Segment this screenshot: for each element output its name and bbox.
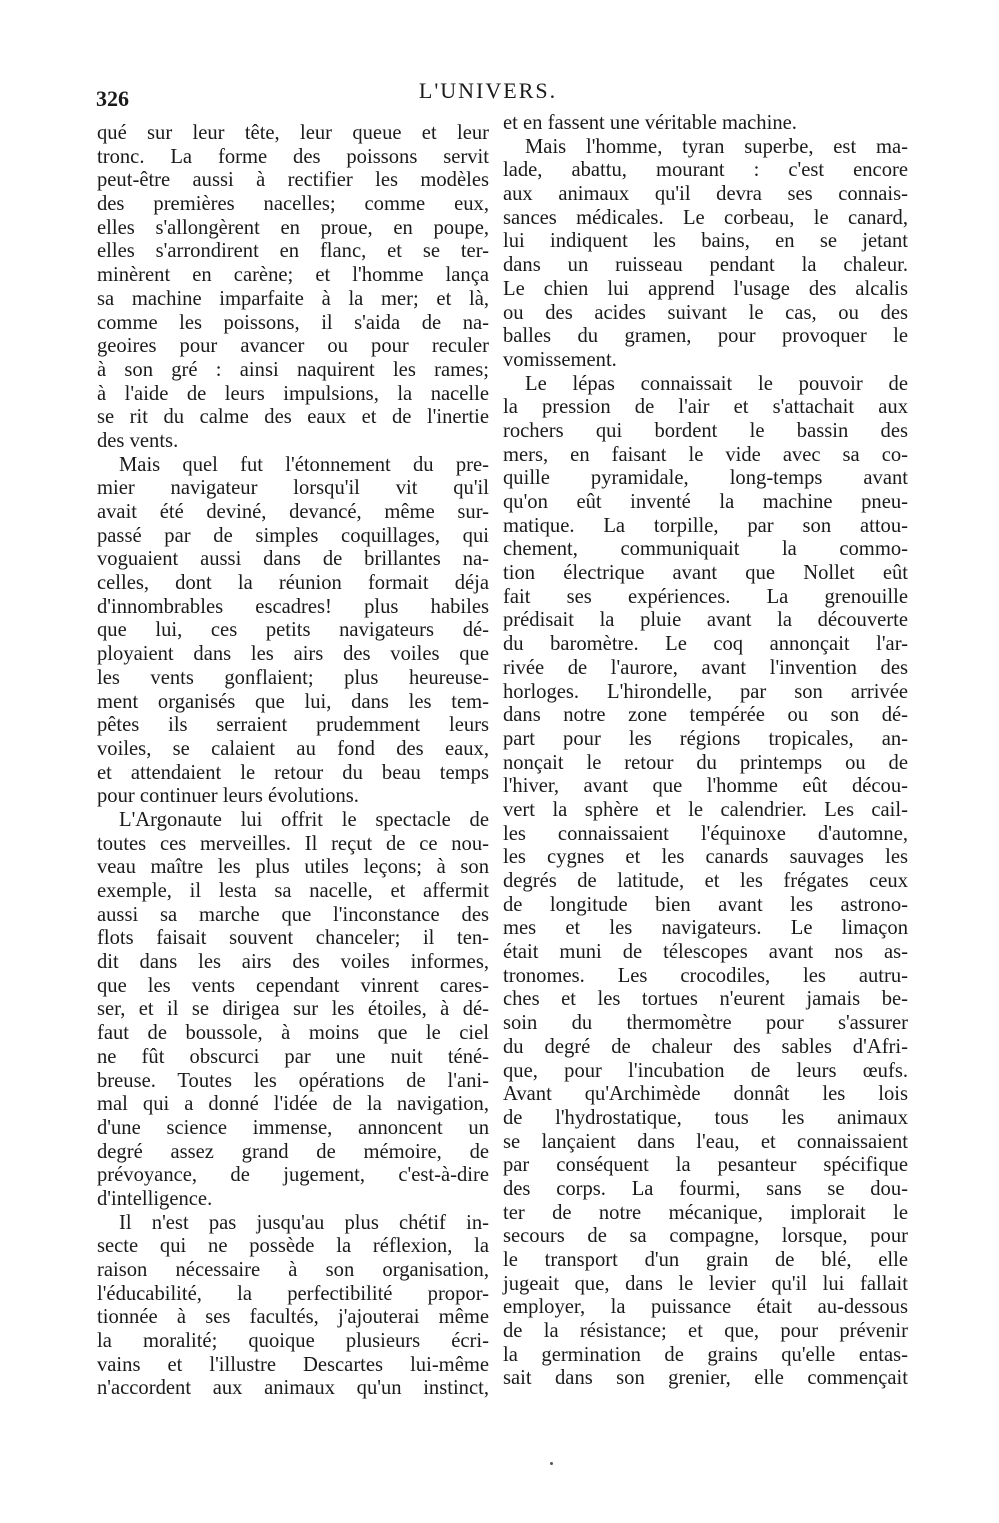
text-line: n'accordent aux animaux qu'un instinct, — [97, 1377, 489, 1400]
text-line: geoires pour avancer ou pour reculer — [97, 335, 489, 358]
text-line: flots faisait souvent chanceler; il ten- — [97, 927, 489, 950]
text-line: pour continuer leurs évolutions. — [97, 785, 359, 808]
text-line: d'intelligence. — [97, 1187, 213, 1210]
running-title: L'UNIVERS. — [418, 78, 558, 103]
text-line: employer, la puissance était au-dessous — [503, 1296, 908, 1319]
text-line: secours de sa compagne, lorsque, pour — [503, 1225, 908, 1248]
text-line: tronomes. Les crocodiles, les autru- — [503, 964, 908, 987]
paragraph — [503, 373, 908, 1392]
text-line: la moralité; quoique plusieurs écri- — [97, 1330, 489, 1353]
text-line: Mais l'homme, tyran superbe, est ma- — [525, 135, 908, 158]
page-number: 326 — [96, 86, 129, 111]
text-line: se rit du calme des eaux et de l'inertie — [97, 406, 489, 429]
text-line: comme les poissons, il s'aida de na- — [97, 311, 489, 334]
text-line: celles, dont la réunion formait déja — [97, 572, 489, 595]
text-line: peut-être aussi à rectifier les modèles — [97, 169, 489, 192]
text-line: veau maître les plus utiles leçons; à son — [97, 856, 489, 879]
text-line: elles s'arrondirent en flanc, et se ter- — [97, 240, 489, 263]
text-line: des premières nacelles; comme eux, — [97, 193, 489, 216]
text-line: que, pour l'incubation de leurs œufs. — [503, 1059, 908, 1082]
text-line: degré assez grand de mémoire, de — [97, 1140, 489, 1163]
text-line: prévoyance, de jugement, c'est-à-dire — [97, 1164, 489, 1187]
text-line: aussi sa marche que l'inconstance des — [97, 903, 489, 926]
text-line: voguaient aussi dans de brillantes na- — [97, 548, 489, 571]
text-line: à son gré : ainsi naquirent les rames; — [97, 358, 489, 381]
text-line: d'une science immense, annoncent un — [97, 1116, 489, 1139]
text-line: secte qui ne possède la réflexion, la — [97, 1235, 489, 1258]
text-line: ou des acides suivant le cas, ou des — [503, 301, 908, 324]
text-line: l'éducabilité, la perfectibilité propor- — [97, 1282, 489, 1305]
text-line: l'hiver, avant que l'homme eût décou- — [503, 775, 908, 798]
text-line: le transport d'un grain de blé, elle — [503, 1249, 908, 1271]
text-line: que les vents cependant vinrent cares- — [97, 974, 489, 997]
print-speck — [550, 1462, 553, 1465]
left-column — [97, 122, 489, 1401]
text-line: dans notre zone tempérée ou son dé- — [503, 704, 908, 727]
paragraph — [97, 454, 489, 809]
text-line: Avant qu'Archimède donnât les lois — [503, 1083, 908, 1106]
text-line: lui indiquent les bains, en se jetant — [503, 230, 908, 253]
text-line: mers, en faisant le vide avec sa co- — [503, 443, 908, 466]
text-line: à l'aide de leurs impulsions, la nacelle — [97, 382, 489, 405]
text-line: ches et les tortues n'eurent jamais be- — [503, 988, 908, 1011]
text-line: exemple, il lesta sa nacelle, et affermit — [97, 880, 489, 902]
text-line: Le chien lui apprend l'usage des alcalis — [503, 277, 908, 300]
text-line: soin du thermomètre pour s'assurer — [503, 1012, 908, 1035]
text-line: ter de notre mécanique, implorait le — [503, 1201, 908, 1224]
text-line: chement, communiquait la commo- — [503, 538, 908, 561]
text-line: de longitude bien avant les astrono- — [503, 893, 908, 916]
text-line: nonçait le retour du printemps ou de — [503, 751, 908, 774]
text-line: part pour les régions tropicales, an- — [503, 727, 908, 750]
text-line: sances médicales. Le corbeau, le canard, — [503, 206, 908, 229]
text-line: était muni de télescopes avant nos as- — [503, 941, 908, 964]
text-line: d'innombrables escadres! plus habiles — [97, 595, 489, 618]
text-line: que lui, ces petits navigateurs dé- — [97, 619, 489, 642]
text-line: par conséquent la pesanteur spécifique — [503, 1154, 908, 1177]
text-line: sait dans son grenier, elle commençait — [503, 1367, 908, 1390]
text-line: toutes ces merveilles. Il reçut de ce nou- — [97, 832, 489, 855]
text-line: se lançaient dans l'eau, et connaissaient — [503, 1130, 908, 1153]
text-line: tronc. La forme des poissons servit — [97, 145, 489, 168]
text-line: les connaissaient l'équinoxe d'automne, — [503, 822, 908, 845]
text-line: ser, et il se dirigea sur les étoiles, à dé- — [97, 998, 489, 1021]
text-line: balles du gramen, pour provoquer le — [503, 325, 908, 348]
text-line: lade, abattu, mourant : c'est encore — [503, 159, 908, 182]
text-line: passé par de simples coquillages, qui — [97, 524, 489, 547]
text-line: vomissement. — [503, 348, 617, 371]
text-line: de l'hydrostatique, tous les animaux — [503, 1106, 908, 1129]
text-line: ment organisés que lui, dans les tem- — [97, 690, 489, 713]
text-line: sa machine imparfaite à la mer; et là, — [97, 287, 489, 310]
text-line: du degré de chaleur des sables d'Afri- — [503, 1035, 908, 1058]
paragraph — [97, 122, 489, 454]
text-line: horloges. L'hirondelle, par son arrivée — [503, 680, 908, 703]
text-line: du baromètre. Le coq annonçait l'ar- — [503, 633, 908, 656]
text-line: fait ses expériences. La grenouille — [503, 585, 908, 608]
text-line: qu'on eût inventé la machine pneu- — [503, 491, 908, 513]
paragraph — [503, 112, 908, 136]
text-line: la germination de grains qu'elle entas- — [503, 1343, 908, 1366]
text-line: des vents. — [97, 429, 179, 452]
text-line: prédisait la pluie avant la découverte — [503, 609, 908, 632]
text-line: la pression de l'air et s'attachait aux — [503, 396, 908, 419]
text-line: breuse. Toutes les opérations de l'ani- — [97, 1069, 489, 1092]
text-line: quille pyramidale, long-temps avant — [503, 467, 908, 490]
text-line: rochers qui bordent le bassin des — [503, 419, 908, 442]
text-line: de la résistance; et que, pour prévenir — [503, 1320, 908, 1343]
text-line: dans un ruisseau pendant la chaleur. — [503, 254, 908, 277]
text-line: L'Argonaute lui offrit le spectacle de — [119, 808, 489, 831]
text-line: aux animaux qu'il devra ses connais- — [503, 183, 908, 206]
text-line: et attendaient le retour du beau temps — [97, 761, 489, 784]
text-line: tionnée à ses facultés, j'ajouterai même — [97, 1306, 489, 1329]
text-line: degrés de latitude, et les frégates ceux — [503, 870, 908, 892]
text-line: Mais quel fut l'étonnement du pre- — [119, 453, 489, 476]
text-line: dit dans les airs des voiles informes, — [97, 951, 489, 974]
text-line: matique. La torpille, par son attou- — [503, 514, 908, 537]
text-line: faut de boussole, à moins que le ciel — [97, 1022, 489, 1045]
text-line: des corps. La fourmi, sans se dou- — [503, 1177, 908, 1200]
text-line: les vents gonflaient; plus heureuse- — [97, 666, 489, 689]
text-line: Il n'est pas jusqu'au plus chétif in- — [119, 1211, 489, 1234]
text-line: avait été deviné, devancé, même sur- — [97, 501, 489, 523]
text-line: vert la sphère et le calendrier. Les cail- — [503, 798, 908, 821]
paragraph — [97, 809, 489, 1212]
text-line: vains et l'illustre Descartes lui-même — [97, 1353, 489, 1376]
text-line: mes et les navigateurs. Le limaçon — [503, 917, 908, 940]
text-line: tion électrique avant que Nollet eût — [503, 562, 908, 585]
text-line: minèrent en carène; et l'homme lança — [97, 264, 489, 287]
text-line: jugeait que, dans le levier qu'il lui fallait — [503, 1272, 908, 1295]
right-column — [503, 112, 908, 1391]
paragraph — [503, 136, 908, 373]
text-line: raison nécessaire à son organisation, — [97, 1259, 489, 1281]
text-line: et en fassent une véritable machine. — [503, 112, 797, 134]
text-line: qué sur leur tête, leur queue et leur — [97, 122, 489, 144]
text-line: ployaient dans les airs des voiles que — [97, 643, 489, 666]
text-line: Le lépas connaissait le pouvoir de — [525, 372, 908, 395]
text-line: les cygnes et les canards sauvages les — [503, 846, 908, 869]
text-line: voiles, se calaient au fond des eaux, — [97, 737, 489, 760]
text-line: pêtes ils serraient prudemment leurs — [97, 714, 489, 737]
text-line: rivée de l'aurore, avant l'invention des — [503, 656, 908, 679]
text-line: mier navigateur lorsqu'il vit qu'il — [97, 477, 489, 500]
text-line: elles s'allongèrent en proue, en poupe, — [97, 216, 489, 239]
text-line: mal qui a donné l'idée de la navigation, — [97, 1093, 489, 1116]
paragraph — [97, 1212, 489, 1402]
text-line: ne fût obscurci par une nuit téné- — [97, 1045, 489, 1068]
